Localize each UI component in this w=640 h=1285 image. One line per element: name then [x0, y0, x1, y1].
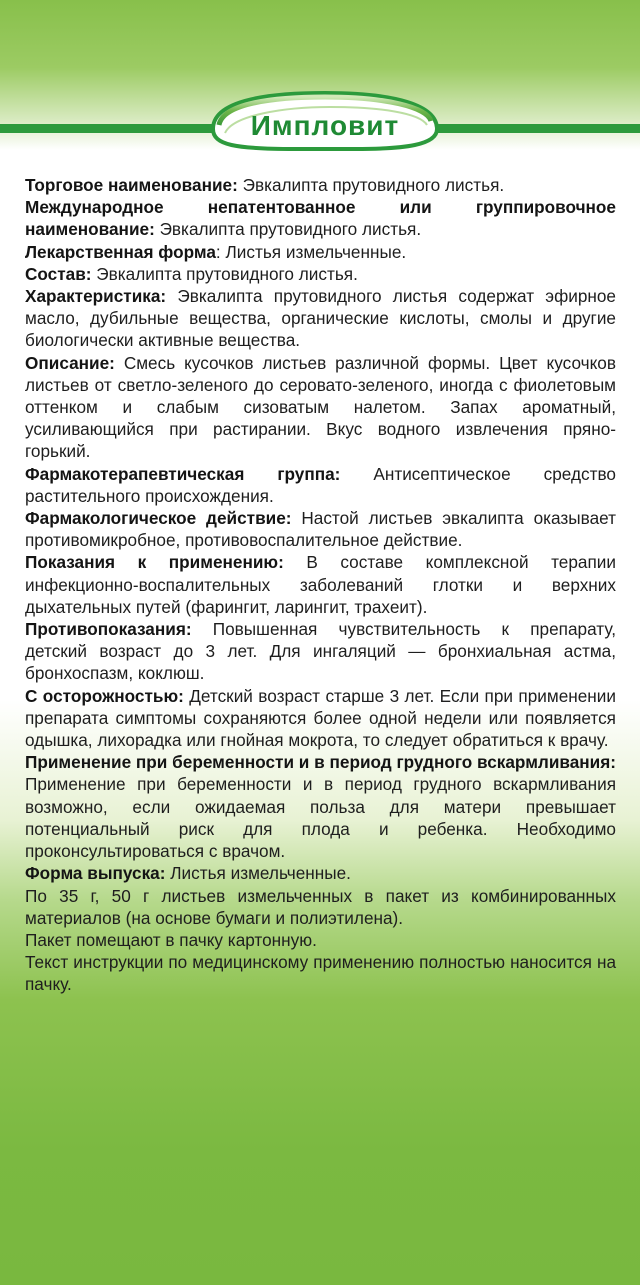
release-detail-instruction: Текст инструкции по медицинскому применению полностью наносится на пачку. [25, 952, 616, 995]
section-pregnancy: Применение при беременности и в период грудного вскармливания: Применение при беременности и в период грудного вскармливания возможно, если ожидаемая польза для матери превышает потенциальный риск для плода и ребенка. Необходимо проконсультироваться с врачом. [25, 752, 616, 862]
instruction-text [25, 174, 616, 996]
brand-logo [205, 85, 445, 155]
section-inn: Международное непатентованное или группировочное наименование: Эвкалипта прутовидного листья. [25, 197, 616, 240]
section-dosage-form: Лекарственная форма: Листья измельченные. [25, 241, 407, 262]
section-contraindications: Противопоказания: Повышенная чувствительность к препарату, детский возраст до 3 лет. Для ингаляций — бронхиальная астма, бронхоспазм, коклюш. [25, 619, 616, 684]
section-characteristics: Характеристика: Эвкалипта прутовидного листья содержат эфирное масло, дубильные вещества, органические кислоты, смолы и другие биологически активные вещества. [25, 286, 616, 351]
section-pharmacological-action: Фармакологическое действие: Настой листьев эвкалипта оказывает противомикробное, противовоспалительное действие. [25, 508, 616, 551]
section-indications: Показания к применению: В составе комплексной терапии инфекционно-воспалительных заболеваний глотки и верхних дыхательных путей (фарингит, ларингит, трахеит). [25, 552, 616, 617]
section-release-form: Форма выпуска: Листья измельченные. [25, 863, 351, 884]
logo-text: Импловит [250, 110, 400, 141]
section-pharmacotherapeutic-group: Фармакотерапевтическая группа: Антисептическое средство растительного происхождения. [25, 463, 616, 506]
section-composition: Состав: Эвкалипта прутовидного листья. [25, 263, 358, 284]
section-caution: С осторожностью: Детский возраст старше 3 лет. Если при применении препарата симптомы сохраняются более одной недели или появляется одышка, лихорадка или гнойная мокрота, то следует обратиться к врачу. [25, 685, 616, 751]
logo-icon [205, 85, 445, 155]
release-detail-box: Пакет помещают в пачку картонную. [25, 929, 317, 950]
release-detail-package: По 35 г, 50 г листьев измельченных в пакет из комбинированных материалов (на основе бумаги и полиэтилена). [25, 885, 616, 928]
section-trade-name: Торговое наименование: Эвкалипта прутовидного листья. [25, 175, 505, 195]
section-description: Описание: Смесь кусочков листьев различной формы. Цвет кусочков листьев от светло-зеленого до серовато-зеленого, иногда с фиолетовым оттенком и слабым сизоватым налетом. Запах ароматный, усиливающийся при растирании. Вкус водного извлечения пряно-горький. [25, 352, 616, 462]
